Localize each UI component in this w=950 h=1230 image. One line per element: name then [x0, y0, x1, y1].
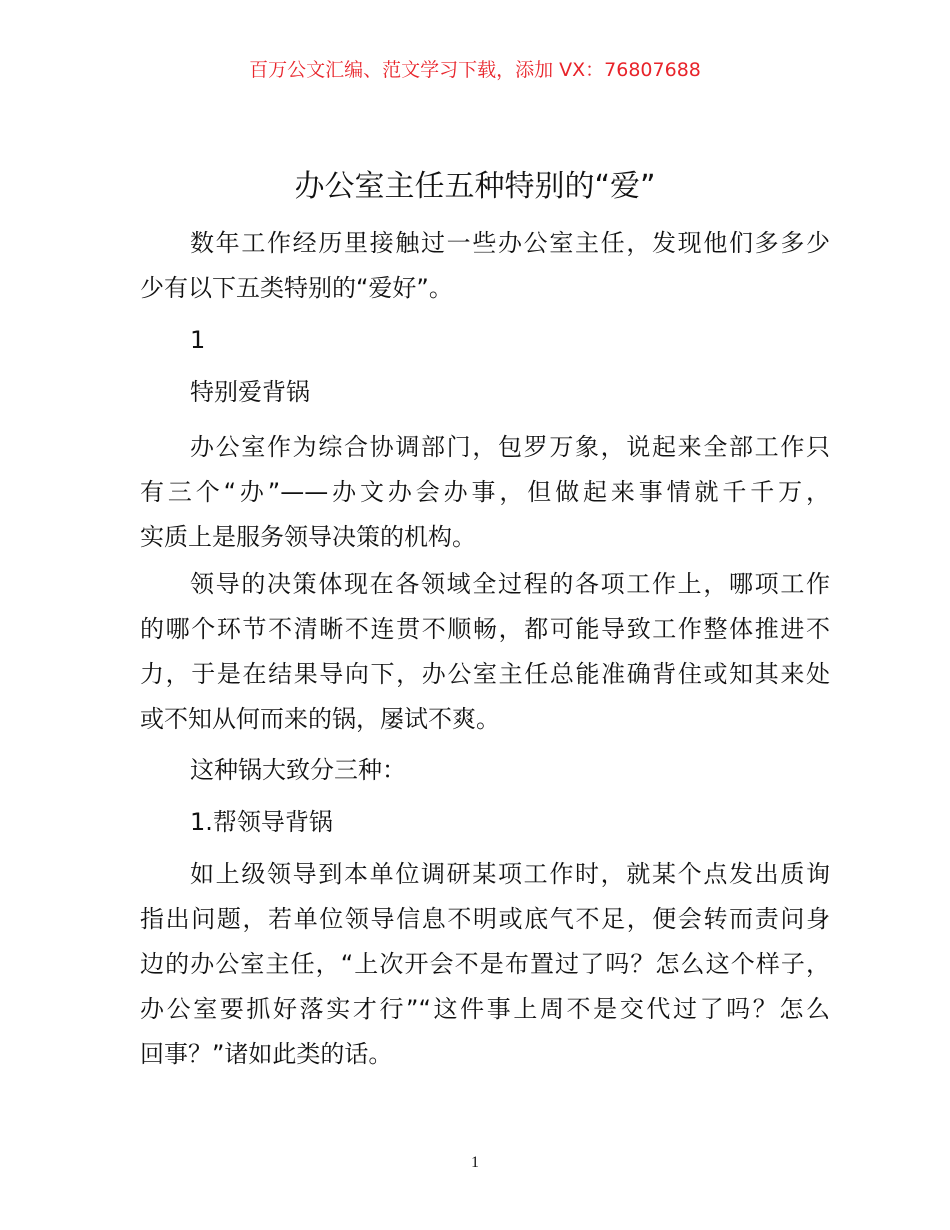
watermark-header: 百万公文汇编、范文学习下载，添加 VX：76807688 [249, 59, 701, 81]
text-line: 这种锅大致分三种： [190, 756, 406, 784]
text-line: 边的办公室主任，“上次开会不是布置过了吗？怎么这个样子， [140, 950, 830, 978]
paragraph [140, 748, 830, 793]
paragraph [140, 852, 830, 1077]
text-line: 实质上是服务领导决策的机构。 [140, 523, 476, 551]
text-line: 办公室要抓好落实才行”“这件事上周不是交代过了吗？怎么 [140, 995, 830, 1023]
document-title: 办公室主任五种特别的“爱” [294, 169, 656, 204]
text-line: 1.帮领导背锅 [190, 808, 333, 836]
paragraph [140, 221, 830, 311]
text-line: 特别爱背锅 [190, 378, 310, 406]
text-line: 如上级领导到本单位调研某项工作时，就某个点发出质询 [190, 860, 830, 888]
text-line: 有三个“办”——办文办会办事，但做起来事情就千千万， [140, 478, 830, 506]
paragraph [140, 562, 830, 742]
text-line: 力，于是在结果导向下，办公室主任总能准确背住或知其来处 [140, 660, 830, 688]
text-line: 1 [190, 326, 206, 354]
paragraph [140, 425, 830, 560]
paragraph [140, 370, 830, 415]
text-line: 数年工作经历里接触过一些办公室主任，发现他们多多少 [190, 229, 830, 257]
text-line: 少有以下五类特别的“爱好”。 [140, 274, 453, 302]
page-number: 1 [471, 1154, 479, 1171]
text-line: 或不知从何而来的锅，屡试不爽。 [140, 705, 500, 733]
paragraph [140, 800, 830, 845]
text-line: 指出问题，若单位领导信息不明或底气不足，便会转而责问身 [140, 905, 830, 933]
text-line: 回事？”诸如此类的话。 [140, 1040, 393, 1068]
text-line: 的哪个环节不清晰不连贯不顺畅，都可能导致工作整体推进不 [140, 615, 830, 643]
text-line: 领导的决策体现在各领域全过程的各项工作上，哪项工作 [190, 570, 830, 598]
text-line: 办公室作为综合协调部门，包罗万象，说起来全部工作只 [190, 433, 830, 461]
paragraph [140, 318, 830, 363]
